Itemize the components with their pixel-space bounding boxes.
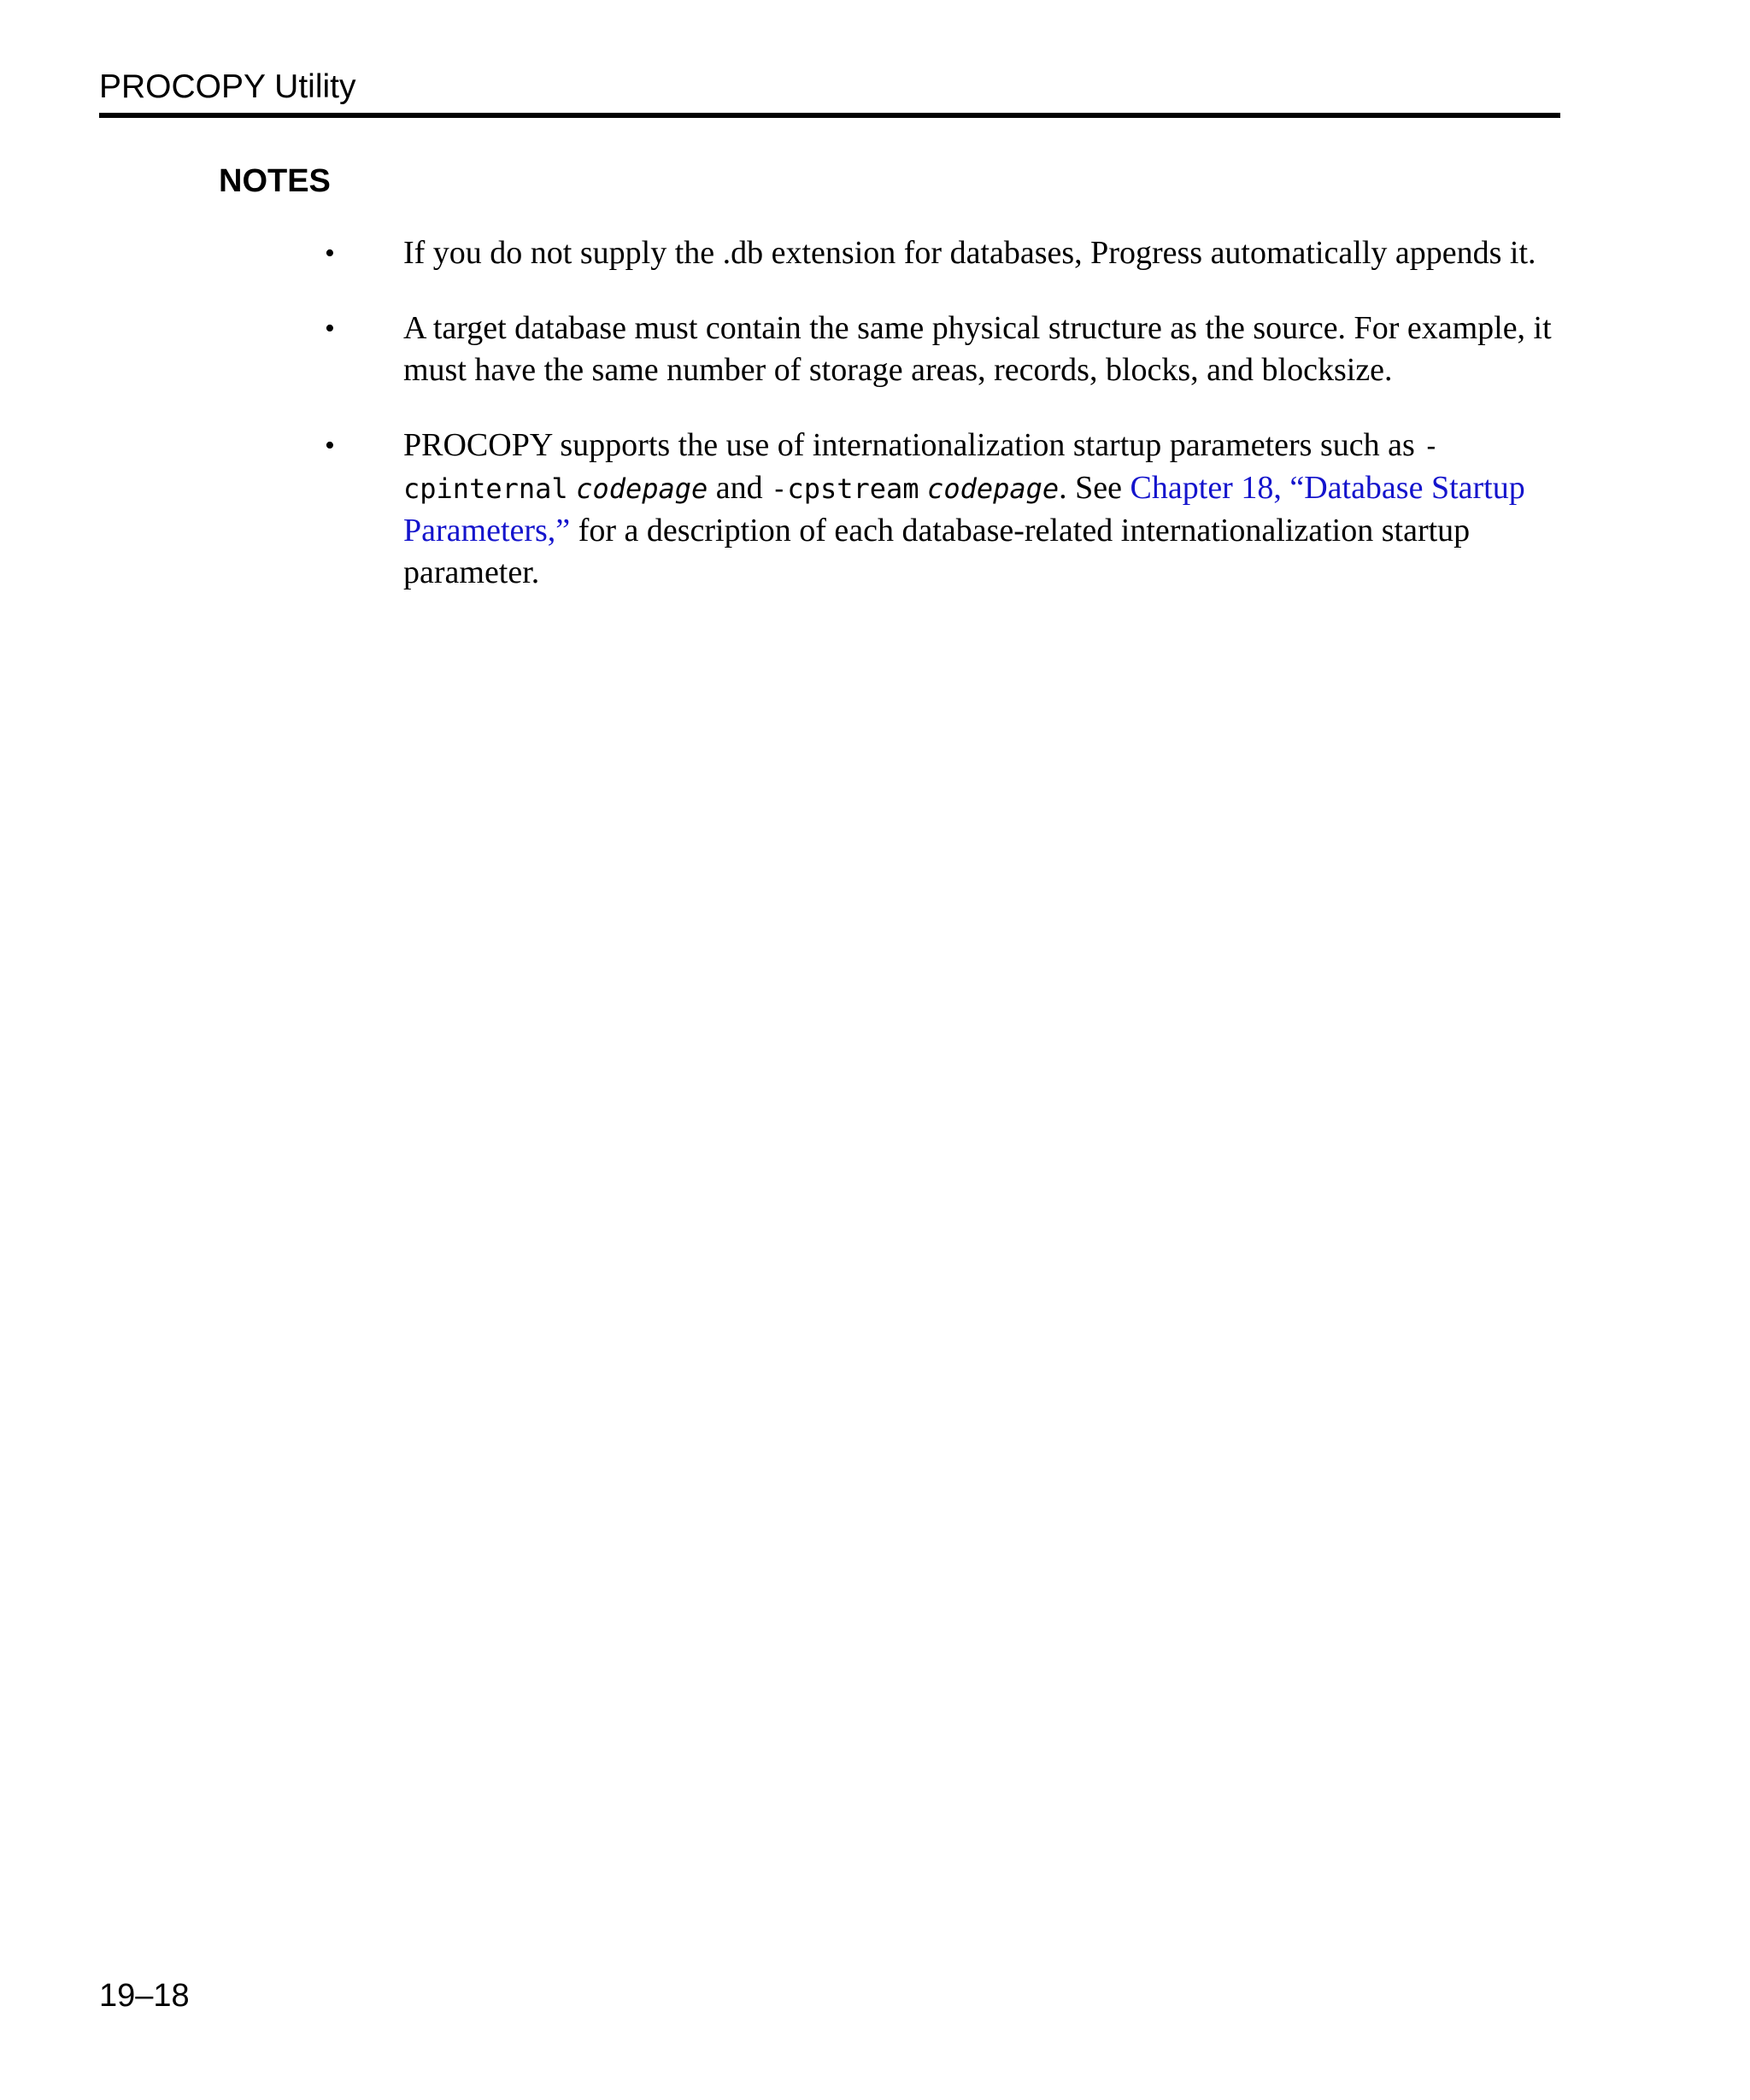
notes-list [325, 232, 1572, 627]
note-item-internationalization [325, 425, 1572, 594]
param-codepage: codepage [576, 472, 708, 505]
header-title: PROCOPY Utility [99, 68, 356, 105]
bullet-icon: • [325, 430, 335, 461]
param-cpinternal: -cpinternal [403, 430, 1440, 505]
note-item-target-structure [325, 308, 1572, 391]
note-text: If you do not supply the .db extension for databases, Progress automatically appends it. [403, 235, 1536, 271]
note-item-extension [325, 232, 1572, 274]
running-header [99, 67, 1560, 118]
param-cpstream: -cpstream [771, 472, 919, 505]
page-number: 19–18 [99, 1978, 190, 2014]
note-text-intro: PROCOPY supports the use of internationalization startup parameters such as [403, 427, 1424, 463]
bullet-icon: • [325, 238, 335, 269]
bullet-icon: • [325, 313, 335, 344]
note-text-see: . See [1059, 470, 1130, 506]
note-text-and: and [708, 470, 772, 506]
chapter-18-link[interactable]: Chapter 18, “Database Startup Parameters,” [403, 470, 1525, 548]
notes-heading: NOTES [219, 163, 331, 199]
note-text: A target database must contain the same physical structure as the source. For example, it must have the same number of storage areas, records, blocks, and blocksize. [403, 310, 1552, 388]
note-text-outro: for a description of each database-related internationalization startup parameter. [403, 513, 1471, 590]
param-codepage: codepage [927, 472, 1060, 505]
